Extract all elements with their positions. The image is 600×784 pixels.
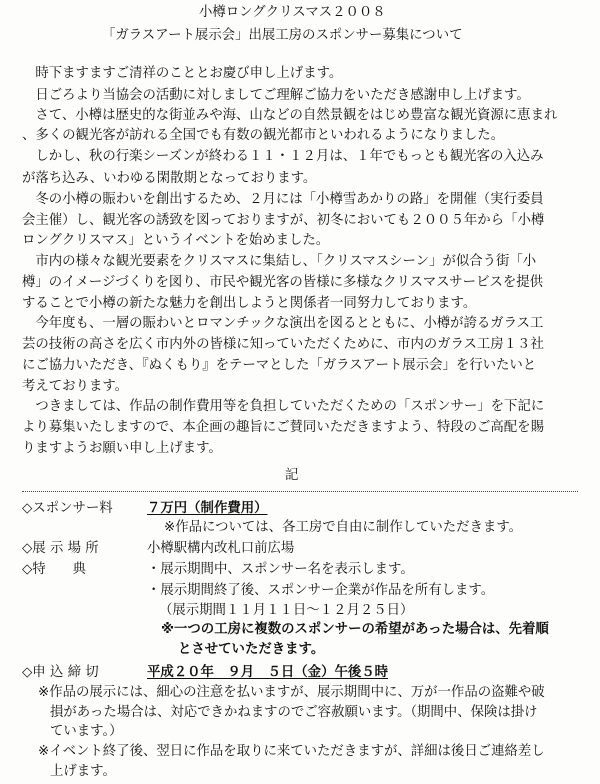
divider (22, 491, 578, 492)
body-line: 考えております。 (22, 378, 129, 394)
perks-label: ◇特 典 (22, 561, 86, 577)
body-line: 芸の技術の高さを広く市内外の皆様に知っていただくために、市内のガラス工房１３社 (22, 337, 544, 353)
perk-note: ※一つの工房に複数のスポンサーの希望があった場合は、先着順 (161, 622, 549, 638)
body-line: が落ち込み、いわゆる閑散期となっております。 (22, 170, 317, 186)
deadline-label: ◇申 込 締 切 (22, 664, 99, 680)
document-subtitle: 「ガラスアート展示会」出展工房のスポンサー募集について (102, 28, 463, 44)
body-line: 市内の様々な観光要素をクリスマスに集結し、「クリスマスシーン」が似合う街「小 (22, 254, 537, 270)
note-line: 損があった場合は、対応できかねますのでご容赦願います。（期間中、保険は掛け (50, 704, 538, 720)
body-line: 冬の小樽の賑わいを創出するため、２月には「小樽雪あかりの路」を開催（実行委員 (22, 191, 544, 207)
body-line: 会主催）し、観光客の誘致を図っておりますが、初冬においても２００５年から「小樽 (22, 212, 545, 228)
sponsor-fee-label: ◇スポンサー料 (22, 500, 113, 516)
document-title: 小樽ロングクリスマス２００８ (199, 4, 386, 20)
body-line: することで小樽の新たな魅力を創出しようと関係者一同努力しております。 (22, 295, 477, 311)
body-line: りますようお願い申し上げます。 (22, 441, 222, 457)
body-line: 今年度も、一層の賑わいとロマンチックな演出を図るとともに、小樽が誇るガラス工 (22, 316, 544, 332)
place-label: ◇展 示 場 所 (22, 541, 99, 557)
body-line: しかし、秋の行楽シーズンが終わる１１・１２月は、１年でもっとも観光客の入込み (22, 149, 544, 165)
note-line: ています。） (50, 724, 123, 740)
body-line: にご協力いただき、『ぬくもり』をテーマとした「ガラスアート展示会」を行いたいと (22, 357, 537, 373)
sponsor-fee-note: ※作品については、各工房で自由に制作していただきます。 (164, 520, 523, 536)
perk-item: ・展示期間終了後、スポンサー企業が作品を所有します。 (147, 582, 495, 598)
perk-note: とさせていただきます。 (178, 642, 325, 658)
note-line: 上げます。 (50, 764, 116, 779)
body-line: ロングクリスマス」というイベントを始めました。 (22, 233, 330, 249)
deadline-value: 平成２０年 ９月 ５日（金）午後５時 (147, 664, 389, 680)
body-line: より募集いたしますので、本企画の趣旨にご賛同いただきますよう、特段のご高配を賜 (22, 420, 544, 436)
ki-heading: 記 (285, 468, 299, 484)
body-line: 樽」のイメージづくりを図り、市民や観光客の皆様に多様なクリスマスサービスを提供 (22, 274, 544, 290)
body-line: つきましては、作品の制作費用等を負担していただくための「スポンサー」を下記に (22, 399, 545, 415)
body-line: 日ごろより当協会の活動に対しましてご理解ご協力をいただき感謝申し上げます。 (22, 87, 530, 103)
note-line: ※イベント終了後、翌日に作品を取りに来ていただきますが、詳細は後日ご連絡差し (38, 744, 545, 760)
note-line: ※作品の展示には、細心の注意を払いますが、展示期間中に、万が一作品の盗難や破 (38, 684, 545, 700)
body-line: 時下ますますご清祥のこととお慶び申し上げます。 (22, 66, 343, 82)
place-value: 小樽駅構内改札口前広場 (147, 541, 295, 557)
body-line: さて、小樽は歴史的な街並みや海、山などの自然景観をはじめ豊富な観光資源に恵まれ (22, 107, 558, 123)
body-line: 、多くの観光客が訪れる全国でも有数の観光都市といわれるようになりました。 (22, 128, 505, 144)
sponsor-fee-value: ７万円（制作費用） (147, 500, 268, 516)
perk-item: ・展示期間中、スポンサー名を表示します。 (147, 561, 414, 577)
perk-period: （展示期間１１月１１日～１２月２５日） (159, 602, 414, 618)
